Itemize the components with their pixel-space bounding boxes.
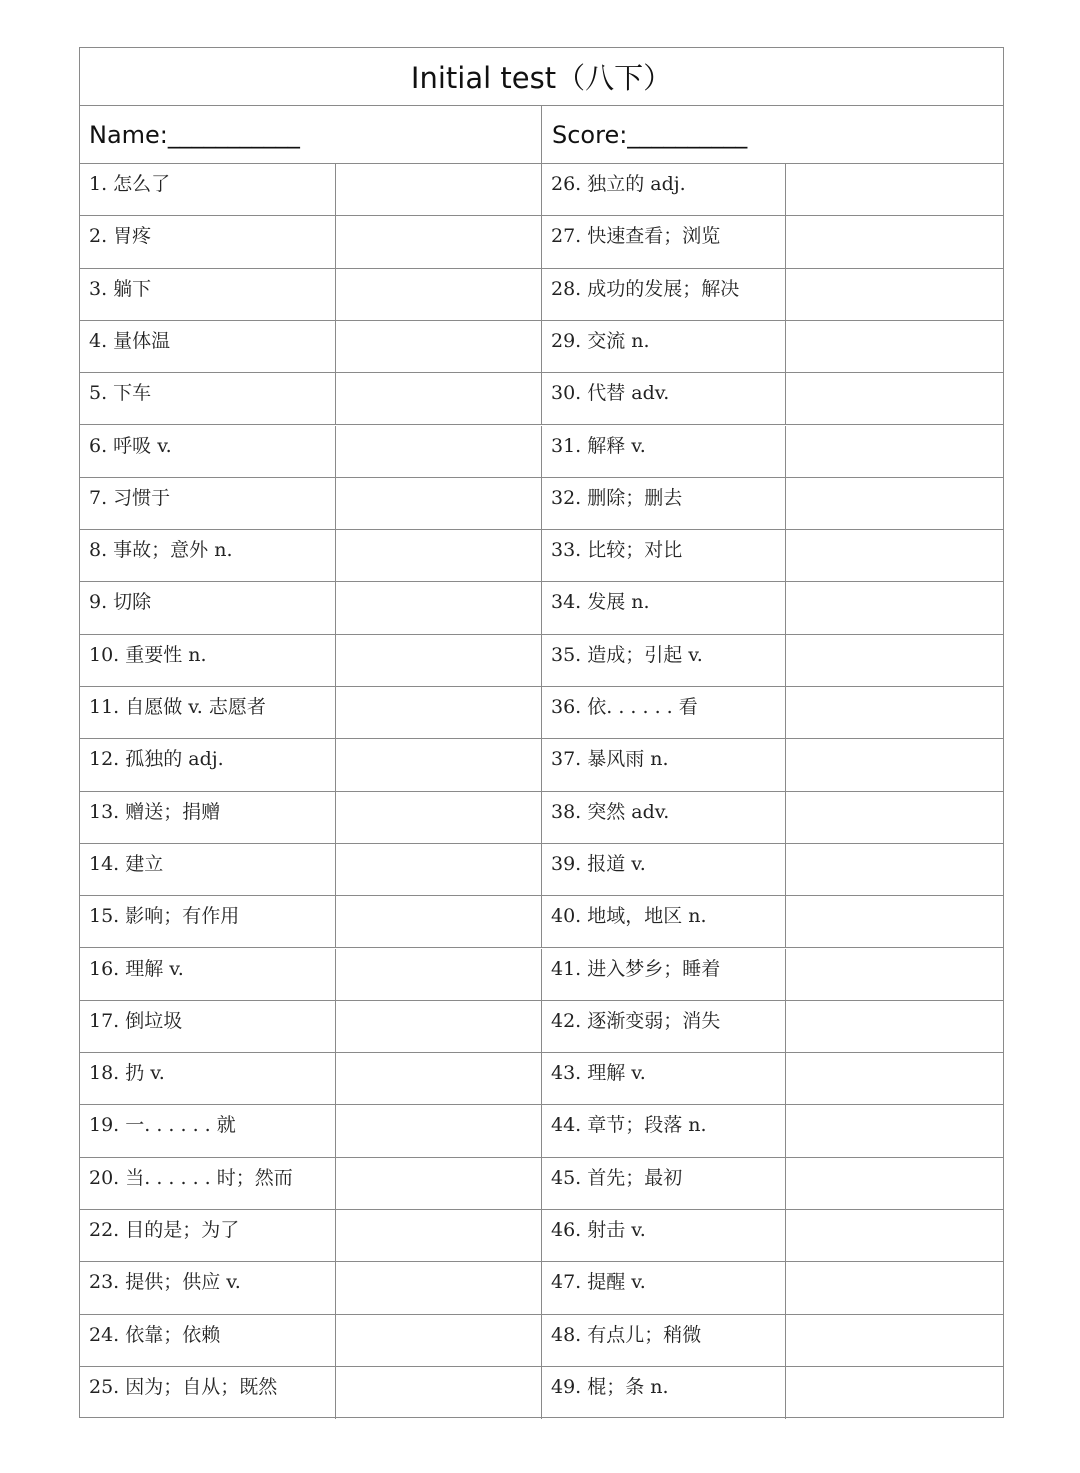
question-right: 35. 造成；引起 v. (542, 635, 786, 686)
answer-field-right[interactable] (786, 1262, 1005, 1313)
answer-field-right[interactable] (786, 478, 1005, 529)
test-sheet (79, 47, 1004, 1418)
answer-field-left[interactable] (336, 635, 542, 686)
answer-field-left[interactable] (336, 844, 542, 895)
question-right: 38. 突然 adv. (542, 792, 786, 843)
score-cell[interactable] (542, 106, 1005, 163)
question-right: 28. 成功的发展；解决 (542, 269, 786, 320)
question-right: 48. 有点儿；稍微 (542, 1315, 786, 1366)
question-right: 47. 提醒 v. (542, 1262, 786, 1313)
answer-field-right[interactable] (786, 321, 1005, 372)
table-row (80, 896, 1003, 948)
name-cell[interactable] (80, 106, 542, 163)
answer-field-right[interactable] (786, 635, 1005, 686)
answer-field-right[interactable] (786, 1001, 1005, 1052)
answer-field-right[interactable] (786, 792, 1005, 843)
question-left: 9. 切除 (80, 582, 336, 633)
table-row (80, 1262, 1003, 1314)
question-right: 31. 解释 v. (542, 426, 786, 477)
table-row (80, 478, 1003, 530)
answer-field-left[interactable] (336, 1210, 542, 1261)
question-left: 20. 当. . . . . . 时；然而 (80, 1158, 336, 1209)
question-right: 44. 章节；段落 n. (542, 1105, 786, 1156)
table-row (80, 216, 1003, 268)
answer-field-right[interactable] (786, 582, 1005, 633)
question-left: 4. 量体温 (80, 321, 336, 372)
table-row (80, 1105, 1003, 1157)
question-left: 7. 习惯于 (80, 478, 336, 529)
table-row (80, 373, 1003, 425)
question-left: 22. 目的是；为了 (80, 1210, 336, 1261)
answer-field-left[interactable] (336, 896, 542, 947)
answer-field-right[interactable] (786, 949, 1005, 1000)
table-row (80, 1367, 1003, 1419)
question-right: 37. 暴风雨 n. (542, 739, 786, 790)
answer-field-left[interactable] (336, 1315, 542, 1366)
answer-field-right[interactable] (786, 1315, 1005, 1366)
answer-field-left[interactable] (336, 1367, 542, 1419)
answer-field-right[interactable] (786, 896, 1005, 947)
question-left: 1. 怎么了 (80, 164, 336, 215)
question-right: 34. 发展 n. (542, 582, 786, 633)
table-row (80, 792, 1003, 844)
answer-field-left[interactable] (336, 687, 542, 738)
answer-field-left[interactable] (336, 373, 542, 424)
answer-field-right[interactable] (786, 426, 1005, 477)
question-left: 15. 影响；有作用 (80, 896, 336, 947)
question-right: 41. 进入梦乡；睡着 (542, 949, 786, 1000)
question-left: 19. 一. . . . . . 就 (80, 1105, 336, 1156)
answer-field-left[interactable] (336, 1001, 542, 1052)
answer-field-left[interactable] (336, 739, 542, 790)
answer-field-right[interactable] (786, 269, 1005, 320)
answer-field-right[interactable] (786, 1105, 1005, 1156)
answer-field-right[interactable] (786, 164, 1005, 215)
answer-field-left[interactable] (336, 1262, 542, 1313)
question-right: 45. 首先；最初 (542, 1158, 786, 1209)
answer-field-left[interactable] (336, 321, 542, 372)
question-left: 14. 建立 (80, 844, 336, 895)
answer-field-left[interactable] (336, 426, 542, 477)
table-row (80, 949, 1003, 1001)
question-left: 11. 自愿做 v. 志愿者 (80, 687, 336, 738)
table-row (80, 687, 1003, 739)
answer-field-left[interactable] (336, 269, 542, 320)
question-right: 42. 逐渐变弱；消失 (542, 1001, 786, 1052)
name-label: Name:___________ (89, 120, 300, 149)
table-row (80, 164, 1003, 216)
question-left: 3. 躺下 (80, 269, 336, 320)
question-right: 29. 交流 n. (542, 321, 786, 372)
question-left: 17. 倒垃圾 (80, 1001, 336, 1052)
question-left: 25. 因为；自从；既然 (80, 1367, 336, 1419)
question-right: 40. 地域，地区 n. (542, 896, 786, 947)
answer-field-right[interactable] (786, 373, 1005, 424)
question-right: 36. 依. . . . . . 看 (542, 687, 786, 738)
question-right: 46. 射击 v. (542, 1210, 786, 1261)
answer-field-right[interactable] (786, 687, 1005, 738)
question-right: 33. 比较；对比 (542, 530, 786, 581)
question-left: 12. 孤独的 adj. (80, 739, 336, 790)
answer-field-left[interactable] (336, 530, 542, 581)
question-left: 23. 提供；供应 v. (80, 1262, 336, 1313)
answer-field-right[interactable] (786, 1158, 1005, 1209)
answer-field-left[interactable] (336, 1158, 542, 1209)
table-row (80, 635, 1003, 687)
title-row (80, 48, 1003, 106)
table-row (80, 582, 1003, 634)
table-row (80, 739, 1003, 791)
table-row (80, 269, 1003, 321)
question-left: 24. 依靠；依赖 (80, 1315, 336, 1366)
answer-field-right[interactable] (786, 1053, 1005, 1104)
info-row (80, 106, 1003, 164)
question-right: 49. 棍；条 n. (542, 1367, 786, 1419)
question-left: 2. 胃疼 (80, 216, 336, 267)
question-left: 8. 事故；意外 n. (80, 530, 336, 581)
table-row (80, 844, 1003, 896)
question-right: 39. 报道 v. (542, 844, 786, 895)
table-row (80, 426, 1003, 478)
answer-field-left[interactable] (336, 792, 542, 843)
page-title: Initial test（八下） (410, 61, 673, 95)
table-row (80, 1001, 1003, 1053)
answer-field-left[interactable] (336, 1105, 542, 1156)
question-left: 10. 重要性 n. (80, 635, 336, 686)
answer-field-left[interactable] (336, 216, 542, 267)
answer-field-left[interactable] (336, 582, 542, 633)
answer-field-right[interactable] (786, 530, 1005, 581)
answer-field-left[interactable] (336, 164, 542, 215)
question-left: 5. 下车 (80, 373, 336, 424)
answer-field-right[interactable] (786, 1210, 1005, 1261)
question-right: 30. 代替 adv. (542, 373, 786, 424)
answer-field-right[interactable] (786, 844, 1005, 895)
table-row (80, 1210, 1003, 1262)
question-left: 16. 理解 v. (80, 949, 336, 1000)
table-row (80, 530, 1003, 582)
question-left: 18. 扔 v. (80, 1053, 336, 1104)
question-right: 32. 删除；删去 (542, 478, 786, 529)
answer-field-left[interactable] (336, 1053, 542, 1104)
question-right: 43. 理解 v. (542, 1053, 786, 1104)
answer-field-left[interactable] (336, 478, 542, 529)
answer-field-left[interactable] (336, 949, 542, 1000)
answer-field-right[interactable] (786, 739, 1005, 790)
table-row (80, 1158, 1003, 1210)
answer-field-right[interactable] (786, 1367, 1005, 1419)
question-left: 6. 呼吸 v. (80, 426, 336, 477)
score-label: Score:__________ (552, 120, 748, 149)
table-row (80, 1315, 1003, 1367)
question-right: 27. 快速查看；浏览 (542, 216, 786, 267)
question-left: 13. 赠送；捐赠 (80, 792, 336, 843)
table-row (80, 321, 1003, 373)
answer-field-right[interactable] (786, 216, 1005, 267)
table-row (80, 1053, 1003, 1105)
question-right: 26. 独立的 adj. (542, 164, 786, 215)
